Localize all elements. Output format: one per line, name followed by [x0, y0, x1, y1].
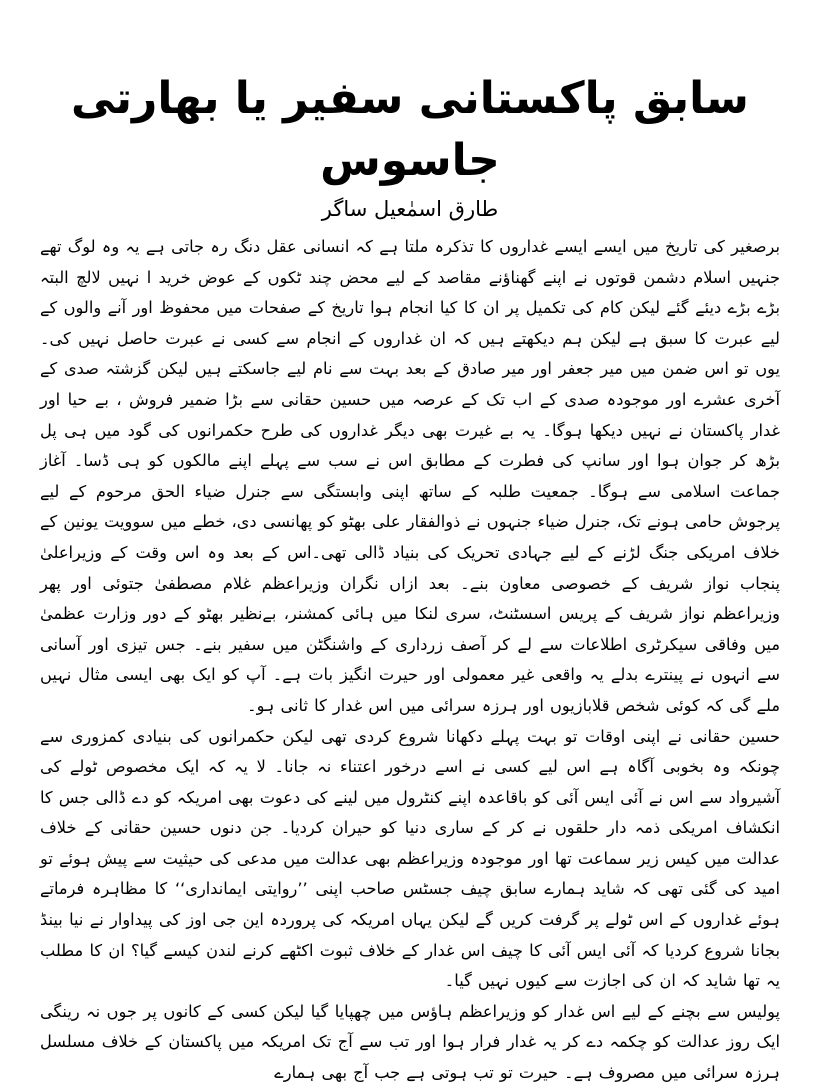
- article-title: سابق پاکستانی سفیر یا بھارتی جاسوس: [71, 73, 749, 186]
- paragraph-2: حسین حقانی نے اپنی اوقات تو بہت پہلے دکھانا شروع کردی تھی لیکن حکمرانوں کی بنیادی کمزوری سے چونکہ وہ بخوبی آگاہ ہے اس لیے کسی نے اسے درخور اعتناء نہ جانا۔ لا یہ کہ ایک مخصوص ٹولے کی آشیرواد سے اس نے آئی ایس آئی کو باقاعدہ اپنے کنٹرول میں لینے کی دعوت بھی امریکہ کو دے ڈالی جس کا انکشاف امریکی ذمہ دار حلقوں نے کر کے ساری دنیا کو حیران کردیا۔ جن دنوں حسین حقانی کے خلاف عدالت میں کیس زیر سماعت تھا اور موجودہ وزیراعظم بھی عدالت میں مدعی کی حیثیت سے پیش ہوئے تو امید کی گئی تھی کہ شاید ہمارے سابق چیف جسٹس صاحب اپنی ’’روایتی ایمانداری‘‘ کا مظاہرہ فرماتے ہوئے غداروں کے اس ٹولے پر گرفت کریں گے لیکن یہاں امریکہ کی پروردہ این جی اوز کی پیداوار نے نیا بینڈ بجانا شروع کردیا کہ آئی ایس آئی کا چیف اس غدار کے خلاف ثبوت اکٹھے کرنے لندن کیسے گیا؟ ان کا مطلب یہ تھا شاید کہ ان کی اجازت سے کیوں نہیں گیا۔: [40, 726, 780, 991]
- paragraph-1: برصغیر کی تاریخ میں ایسے ایسے غداروں کا تذکرہ ملتا ہے کہ انسانی عقل دنگ رہ جاتی ہے یہ وہ لوگ تھے جنہیں اسلام دشمن قوتوں نے اپنے گھناؤنے مقاصد کے لیے محض چند ٹکوں کے عوض خرید ا نہیں لالچ البتہ بڑے بڑے دیئے گئے لیکن کام کی تکمیل پر ان کا کیا انجام ہوا تاریخ کے صفحات میں محفوظ اور آنے والوں کے لیے عبرت کا سبق ہے لیکن ہم دیکھتے ہیں کہ ان غداروں کے انجام سے کسی نے عبرت حاصل نہیں کی۔ یوں تو اس ضمن میں میر جعفر اور میر صادق کے بعد بہت سے نام لیے جاسکتے ہیں لیکن گزشتہ صدی کے آخری عشرے اور موجودہ صدی کے اب تک کے عرصہ میں حسین حقانی سے بڑا ضمیر فروش ، بے حیا اور غدار پاکستان نے نہیں دیکھا ہوگا۔ یہ بے غیرت بھی دیگر غداروں کی طرح حکمرانوں کی گود میں ہی پل بڑھ کر جوان ہوا اور سانپ کی فطرت کے مطابق اس نے سب سے پہلے اپنے مالکوں کو ہی ڈسا۔ آغاز جماعت اسلامی سے ہوگا۔ جمعیت طلبہ کے ساتھ اپنی وابستگی سے جنرل ضیاء الحق مرحوم کے لیے پرجوش حامی ہونے تک، جنرل ضیاء جنہوں نے ذوالفقار علی بھٹو کو پھانسی دی، خطے میں سوویت یونین کے خلاف امریکی جنگ لڑنے کے لیے جہادی تحریک کی بنیاد ڈالی تھی۔اس کے بعد وہ اس وقت کے وزیراعلیٰ پنجاب نواز شریف کے خصوصی معاون بنے۔ بعد ازاں نگران وزیراعظم غلام مصطفیٰ جتوئی اور پھر وزیراعظم نواز شریف کے پریس اسسٹنٹ، سری لنکا میں ہائی کمشنر، بےنظیر بھٹو کے دور وزارت عظمیٰ میں وفاقی سیکرٹری اطلاعات سے لے کر آصف زرداری کے واشنگٹن میں سفیر بنے۔ جس تیزی اور آسانی سے انہوں نے پینترے بدلے یہ واقعی غیر معمولی اور حیرت انگیز بات ہے۔ آپ کو ایک بھی ایسی مثال نہیں ملے گی کہ کوئی شخص قلابازیوں اور ہرزہ سرائی میں اس غدار کا ثانی ہو۔: [40, 237, 780, 715]
- article-author: طارق اسمٰعیل ساگر: [321, 197, 499, 221]
- article-body: [40, 232, 780, 1089]
- article: [40, 68, 780, 1089]
- paragraph-3: پولیس سے بچنے کے لیے اس غدار کو وزیراعظم ہاؤس میں چھپایا گیا لیکن کسی کے کانوں پر جوں نہ رینگی ایک روز عدالت کو چکمہ دے کر یہ غدار فرار ہوا اور تب سے آج تک امریکہ میں پاکستان کے خلاف مسلسل ہرزہ سرائی میں مصروف ہے۔ حیرت تو تب ہوتی ہے جب آج بھی ہمارے: [40, 1001, 780, 1083]
